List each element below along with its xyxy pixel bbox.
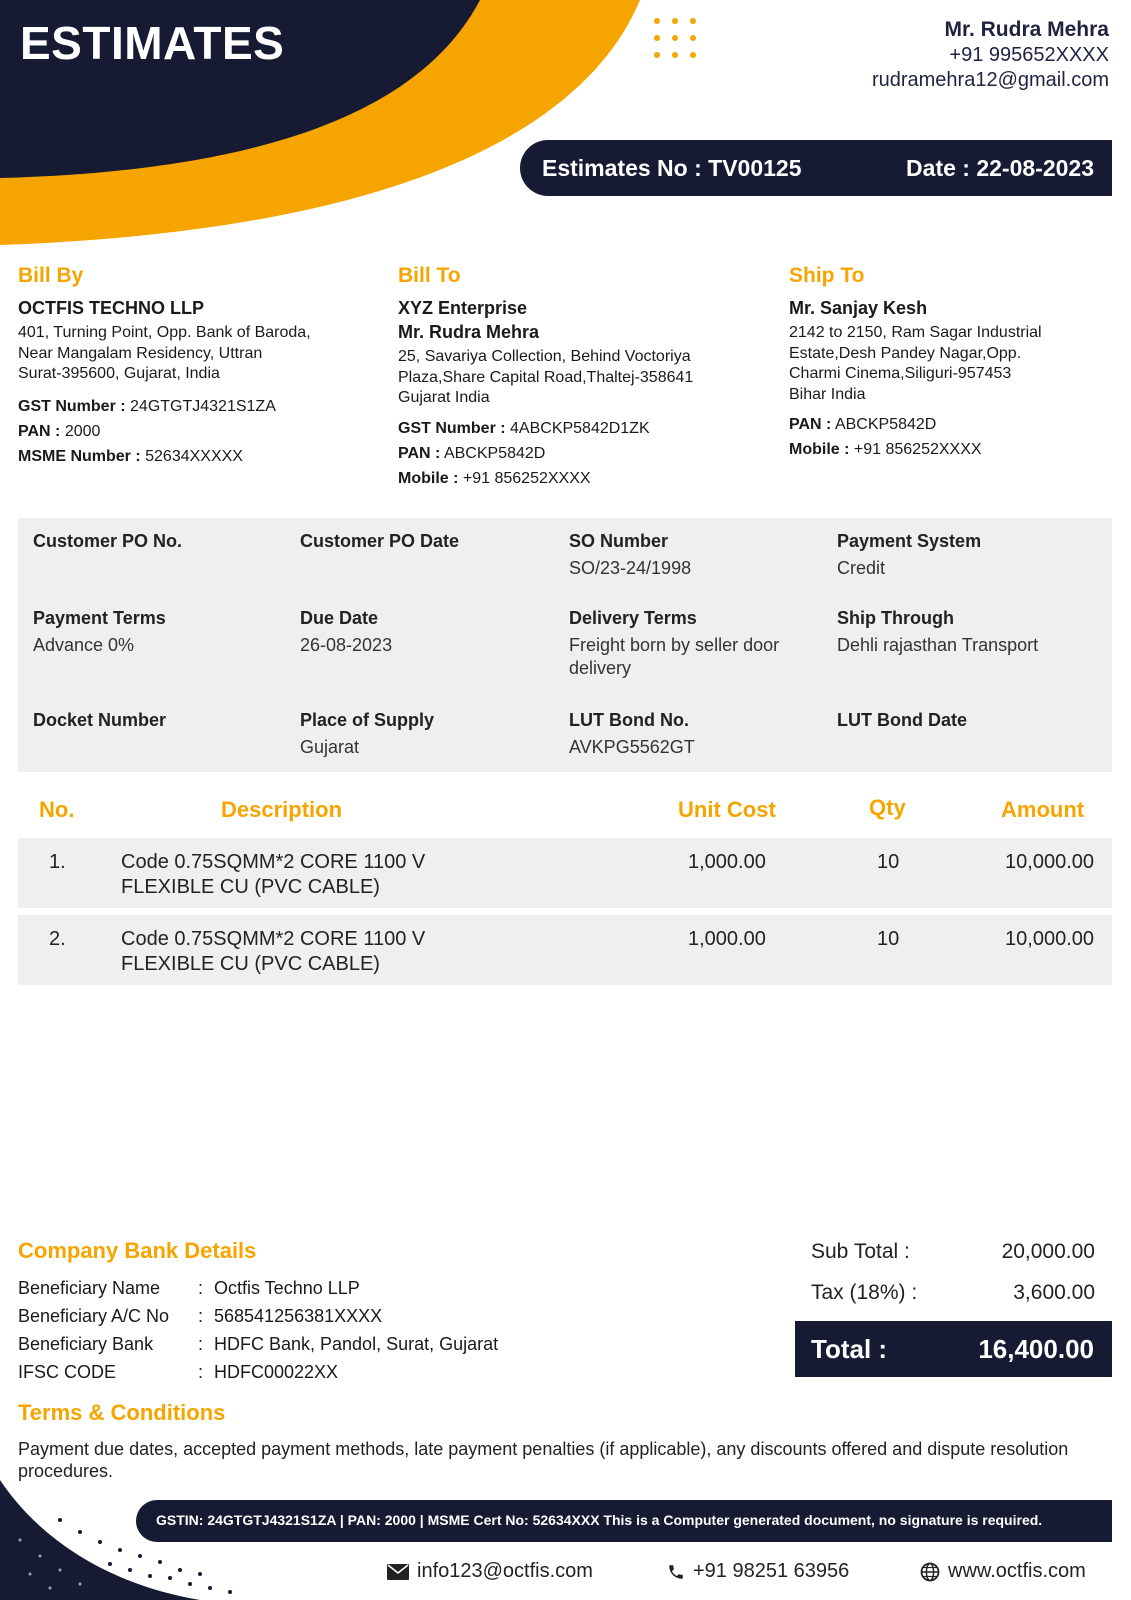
description-line: FLEXIBLE CU (PVC CABLE) [121,876,380,898]
table-row [18,838,1112,908]
field-value: 26-08-2023 [300,635,393,655]
field-value: Dehli rajasthan Transport [837,635,1039,655]
row-description [121,927,425,977]
bill-by-gst [18,398,378,416]
column-header-qty: Qty [869,795,906,820]
bank-key: Beneficiary A/C No [18,1306,170,1326]
address-line: Gujarat India [398,389,490,406]
bank-separator: : [198,1334,204,1354]
order-info-panel [18,518,1112,772]
address-line: 401, Turning Point, Opp. Bank of Baroda, [18,324,311,341]
address-line: Bihar India [789,385,866,403]
terms-text: Payment due dates, accepted payment methods, late payment penalties (if applicable), any discounts offered and dispute resolution procedures. [18,1439,1069,1481]
total-label: Total : [811,1334,888,1364]
field-label: Ship Through [837,608,954,628]
description-line: FLEXIBLE CU (PVC CABLE) [121,953,380,975]
mobile-value: +91 856252XXXX [853,441,982,458]
column-header-amount: Amount [1001,797,1085,822]
pan-label: PAN : [398,444,441,462]
bill-to-gst [398,420,758,438]
bank-separator: : [198,1362,204,1382]
place-of-supply [300,710,434,759]
sub-total-label: Sub Total : [811,1240,910,1263]
bill-by-pan [18,423,378,441]
payment-terms [33,608,166,657]
gst-value: 4ABCKP5842D1ZK [510,419,650,437]
msme-value: 52634XXXXX [145,447,243,465]
contact-phone: +91 995652XXXX [949,44,1109,66]
description-line: Code 0.75SQMM*2 CORE 1100 V [121,928,426,950]
bill-to-section [398,264,758,488]
field-label: Payment Terms [33,608,166,628]
field-value: Freight born by seller door delivery [569,635,780,678]
footer-legal-bar [136,1500,1112,1542]
field-value: Advance 0% [33,635,135,655]
field-label: Customer PO No. [33,531,183,551]
header-contact [872,18,1109,92]
total-value: 16,400.00 [978,1334,1094,1364]
footer-legal-text: GSTIN: 24GTGTJ4321S1ZA | PAN: 2000 | MSME Cert No: 52634XXX This is a Computer generated document, no signature is required. [156,1512,1043,1528]
address-line: Surat-395600, Gujarat, India [18,365,220,382]
bank-details-heading: Company Bank Details [18,1238,257,1263]
bank-value: 568541256381XXXX [214,1306,383,1326]
bank-separator: : [198,1278,204,1298]
docket-number [33,710,166,736]
field-value: Credit [837,558,886,578]
terms-heading: Terms & Conditions [18,1400,226,1425]
estimate-date: Date : 22-08-2023 [906,155,1094,181]
so-number [569,531,691,580]
bill-to-contact: Mr. Rudra Mehra [398,322,540,342]
tax-label: Tax (18%) : [811,1281,918,1304]
ship-to-name: Mr. Sanjay Kesh [789,298,928,318]
field-label: Payment System [837,531,982,551]
bank-key: IFSC CODE [18,1362,117,1382]
description-line: Code 0.75SQMM*2 CORE 1100 V [121,851,426,873]
lut-bond-date [837,710,967,736]
address-line: Near Mangalam Residency, Uttran [18,344,263,362]
footer-phone-text[interactable]: +91 98251 63956 [693,1560,850,1582]
msme-label: MSME Number : [18,447,141,465]
row-number: 2. [49,928,66,950]
field-label: SO Number [569,531,669,551]
bill-by-heading: Bill By [18,264,84,287]
bill-by-msme [18,448,378,466]
bill-to-mobile [398,470,758,488]
contact-email: rudramehra12@gmail.com [871,69,1109,91]
table-row [18,915,1112,985]
document-title: ESTIMATES [20,17,285,69]
address-line: Plaza,Share Capital Road,Thaltej-358641 [398,368,694,386]
ship-to-section [789,264,1131,459]
pan-label: PAN : [789,416,832,433]
field-value: Gujarat [300,737,360,757]
column-header-unit-cost: Unit Cost [678,797,776,822]
gst-label: GST Number : [398,419,506,437]
customer-po-no [33,531,182,557]
row-unit-cost: 1,000.00 [688,851,766,873]
estimate-number-bar [520,140,1112,196]
bill-to-name: XYZ Enterprise [398,298,528,318]
ship-through [837,608,1038,657]
due-date [300,608,392,657]
bill-to-pan [398,445,758,463]
field-label: Customer PO Date [300,531,460,551]
dots-decoration [654,18,700,60]
address-line: Charmi Cinema,Siliguri-957453 [789,365,1012,382]
bill-by-address [18,323,378,385]
column-header-no: No. [39,797,75,822]
row-number: 1. [49,851,66,873]
field-label: Place of Supply [300,710,435,730]
bill-to-address [398,347,758,409]
bank-key: Beneficiary Bank [18,1334,154,1354]
ship-to-heading: Ship To [789,264,865,287]
row-qty: 10 [877,928,900,950]
field-value: SO/23-24/1998 [569,558,692,578]
bank-separator: : [198,1306,204,1326]
bill-by-section [18,264,378,466]
field-label: Delivery Terms [569,608,697,628]
mobile-label: Mobile : [398,469,459,487]
row-amount: 10,000.00 [1005,928,1094,950]
bill-to-heading: Bill To [398,264,461,287]
phone-icon [667,1563,685,1581]
customer-po-date [300,531,459,557]
gst-value: 24GTGTJ4321S1ZA [130,397,276,415]
pan-label: PAN : [18,422,61,440]
globe-icon [920,1562,940,1582]
bank-value: Octfis Techno LLP [214,1278,360,1298]
payment-system [837,531,981,580]
row-amount: 10,000.00 [1005,851,1094,873]
bank-key: Beneficiary Name [18,1278,161,1298]
row-unit-cost: 1,000.00 [688,928,766,950]
footer-website[interactable] [920,1560,1086,1583]
footer-phone[interactable] [667,1560,849,1583]
address-line: 25, Savariya Collection, Behind Voctoriya [398,348,691,365]
footer-email[interactable] [387,1560,593,1583]
field-label: Docket Number [33,710,167,730]
footer-email-text[interactable]: info123@octfis.com [417,1560,593,1582]
lut-bond-no [569,710,695,759]
footer-website-text[interactable]: www.octfis.com [948,1560,1086,1582]
row-description [121,850,425,900]
bill-by-name: OCTFIS TECHNO LLP [18,298,204,318]
delivery-terms [569,608,789,680]
field-value: AVKPG5562GT [569,737,695,757]
envelope-icon [387,1564,409,1580]
sub-total-value: 20,000.00 [1001,1240,1095,1263]
ship-to-pan [789,416,1131,434]
contact-name: Mr. Rudra Mehra [944,18,1109,41]
address-line: Estate,Desh Pandey Nagar,Opp. [789,344,1022,362]
gst-label: GST Number : [18,397,126,415]
estimate-number: Estimates No : TV00125 [542,155,802,181]
field-label: Due Date [300,608,379,628]
mobile-label: Mobile : [789,441,850,458]
field-label: LUT Bond No. [569,710,689,730]
bank-value: HDFC00022XX [214,1362,339,1382]
ship-to-mobile [789,441,1131,459]
ship-to-address [789,323,1131,405]
address-line: 2142 to 2150, Ram Sagar Industrial [789,324,1042,341]
bank-value: HDFC Bank, Pandol, Surat, Gujarat [214,1334,499,1354]
column-header-description: Description [221,797,343,822]
tax-value: 3,600.00 [1013,1281,1095,1304]
field-label: LUT Bond Date [837,710,967,730]
pan-value: ABCKP5842D [443,444,546,462]
pan-value: ABCKP5842D [834,416,937,433]
grand-total-bar [795,1321,1112,1377]
row-qty: 10 [877,851,900,873]
pan-value: 2000 [64,422,101,440]
mobile-value: +91 856252XXXX [462,469,591,487]
